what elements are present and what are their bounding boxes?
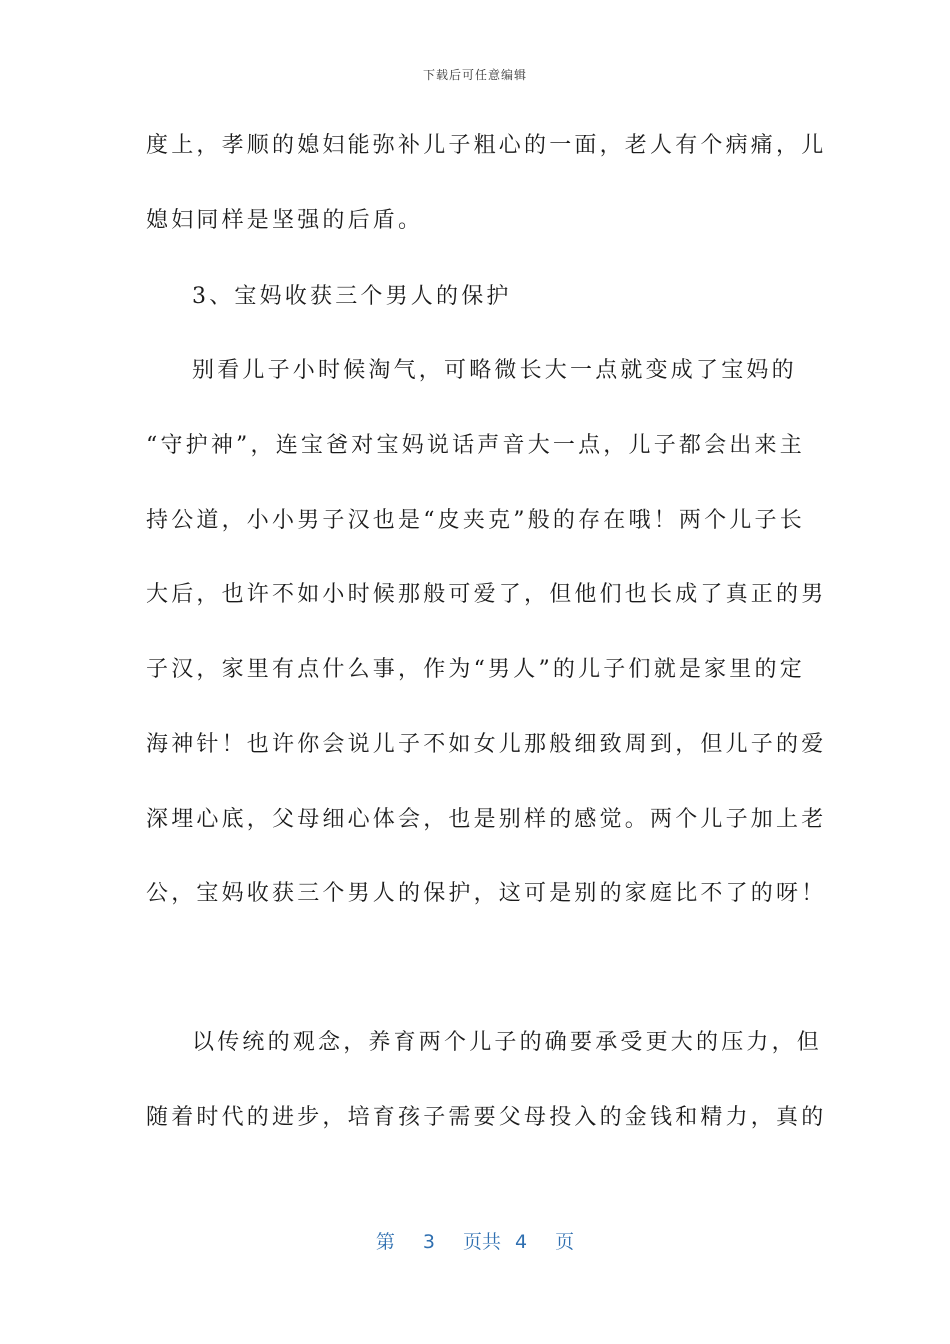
footer-middle: 页共 — [462, 1231, 501, 1253]
body-line: “守护神”，连宝爸对宝妈说话声音大一点，儿子都会出来主 — [146, 433, 805, 458]
body-line: 以传统的观念，养育两个儿子的确要承受更大的压力，但 — [192, 1030, 823, 1055]
body-line: 海神针！也许你会说儿子不如女儿那般细致周到，但儿子的爱 — [146, 732, 827, 757]
footer-suffix: 页 — [555, 1231, 575, 1253]
page-footer — [0, 1227, 950, 1254]
body-line: 大后，也许不如小时候那般可爱了，但他们也长成了真正的男 — [146, 582, 827, 607]
footer-prefix: 第 — [375, 1231, 395, 1253]
total-pages-number: 4 — [515, 1231, 528, 1253]
body-line: 公，宝妈收获三个男人的保护，这可是别的家庭比不了的呀！ — [146, 881, 827, 906]
body-line: 别看儿子小时候淘气，可略微长大一点就变成了宝妈的 — [192, 358, 797, 383]
body-line: 持公道，小小男子汉也是“皮夹克”般的存在哦！两个儿子长 — [146, 508, 805, 533]
page-header: 下载后可任意编辑 — [422, 68, 527, 82]
body-line: 度上，孝顺的媳妇能弥补儿子粗心的一面，老人有个病痛，儿 — [146, 133, 827, 158]
section-heading: 3、宝妈收获三个男人的保护 — [192, 284, 512, 309]
body-line: 随着时代的进步，培育孩子需要父母投入的金钱和精力，真的 — [146, 1105, 827, 1130]
body-line: 媳妇同样是坚强的后盾。 — [146, 208, 424, 233]
body-line: 深埋心底，父母细心体会，也是别样的感觉。两个儿子加上老 — [146, 807, 827, 832]
current-page-number: 3 — [422, 1231, 435, 1253]
body-line: 子汉，家里有点什么事，作为“男人”的儿子们就是家里的定 — [146, 657, 805, 682]
